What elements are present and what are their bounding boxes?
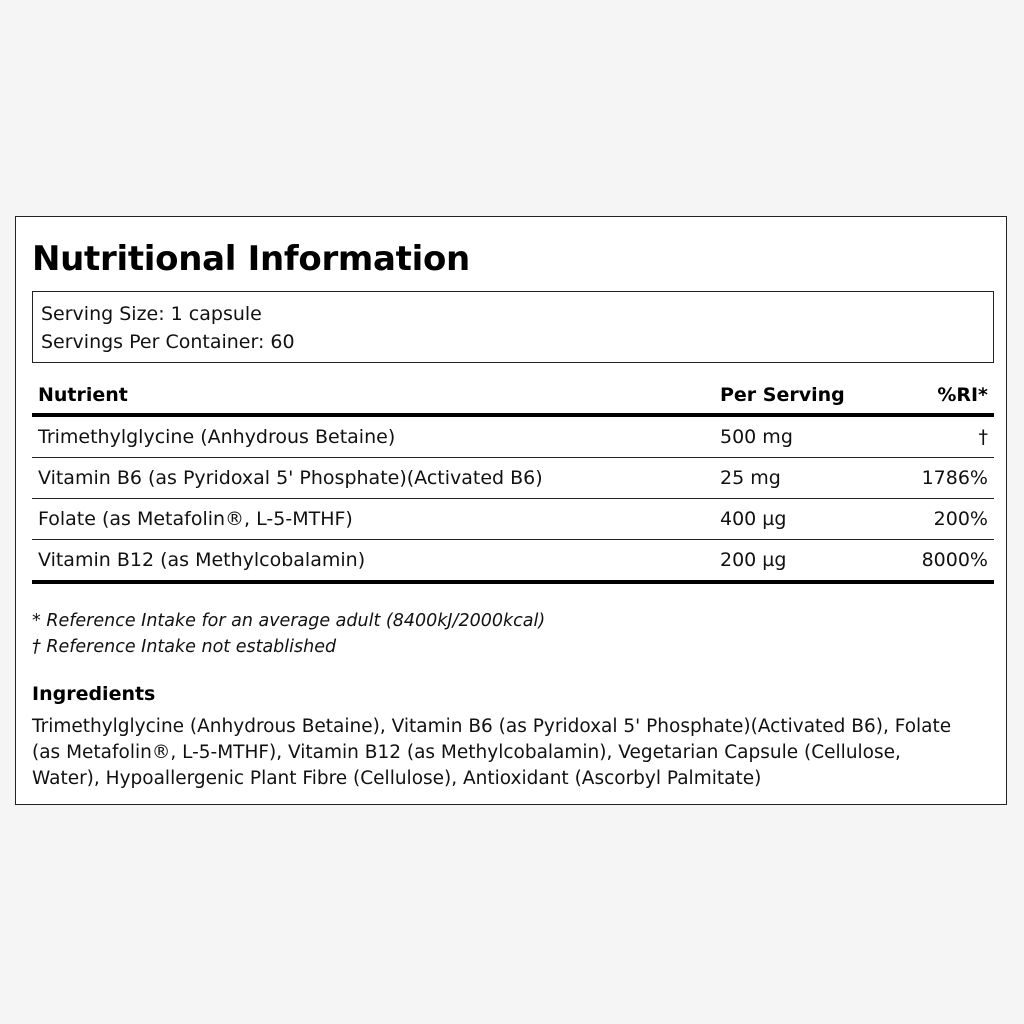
nutrition-panel	[15, 216, 1007, 805]
ri-value: †	[978, 426, 988, 448]
per-serving-value: 500 mg	[720, 426, 793, 448]
ingredients-title: Ingredients	[32, 683, 156, 705]
serving-size: Serving Size: 1 capsule	[41, 303, 262, 325]
table-header	[32, 377, 994, 417]
per-serving-value: 25 mg	[720, 467, 781, 489]
table-row	[32, 499, 994, 540]
servings-per-container: Servings Per Container: 60	[41, 331, 295, 353]
ingredients-text: Trimethylglycine (Anhydrous Betaine), Vitamin B6 (as Pyridoxal 5' Phosphate)(Activated B6), Folate (as Metafolin®, L-5-MTHF), Vitamin B12 (as Methylcobalamin), Vegetarian Capsule (Cellulose, Water), Hypoallergenic Plant Fibre (Cellulose), Antioxidant (Ascorbyl Palmitate)	[32, 716, 952, 789]
panel-title: Nutritional Information	[32, 239, 470, 279]
per-serving-value: 200 µg	[720, 549, 787, 571]
ingredients-section	[32, 680, 992, 792]
per-serving-value: 400 µg	[720, 508, 787, 530]
ri-value: 8000%	[921, 549, 988, 571]
header-per-serving: Per Serving	[720, 384, 845, 406]
nutrient-table	[32, 377, 994, 584]
table-row	[32, 540, 994, 584]
serving-info-box	[32, 291, 994, 363]
ri-value: 200%	[933, 508, 988, 530]
footnotes	[32, 608, 992, 660]
footnote-not-established: † Reference Intake not established	[32, 637, 337, 657]
header-ri: %RI*	[937, 384, 988, 406]
nutrient-name: Vitamin B12 (as Methylcobalamin)	[38, 549, 366, 571]
footnote-reference-intake: * Reference Intake for an average adult (8400kJ/2000kcal)	[32, 611, 546, 631]
nutrient-name: Vitamin B6 (as Pyridoxal 5' Phosphate)(Activated B6)	[38, 467, 543, 489]
table-row	[32, 417, 994, 458]
nutrient-name: Folate (as Metafolin®, L-5-MTHF)	[38, 508, 353, 530]
ri-value: 1786%	[921, 467, 988, 489]
nutrient-name: Trimethylglycine (Anhydrous Betaine)	[38, 426, 396, 448]
header-nutrient: Nutrient	[38, 384, 128, 406]
table-row	[32, 458, 994, 499]
